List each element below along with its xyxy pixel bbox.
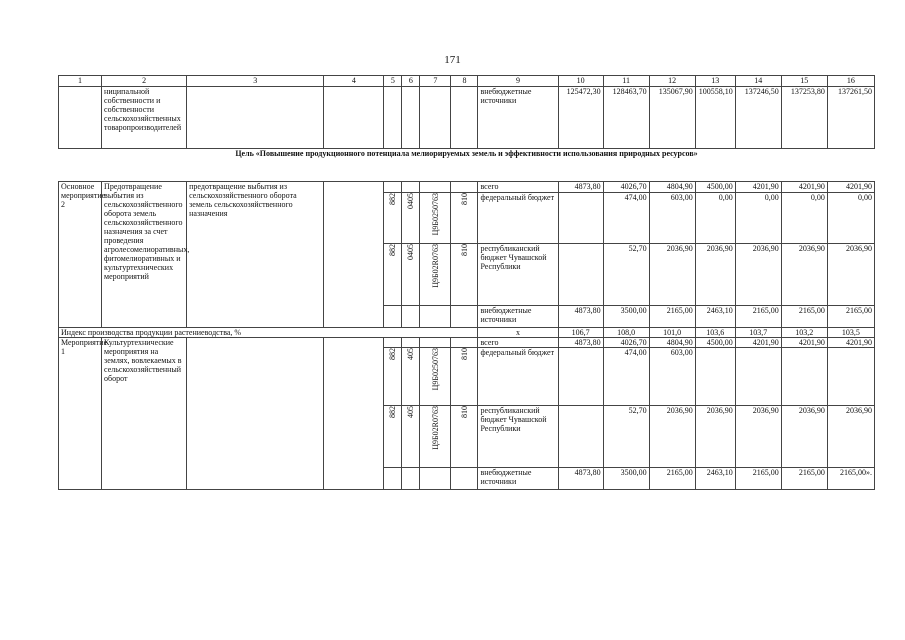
value-cell: 2036,90: [781, 244, 827, 306]
value-cell: 4026,70: [603, 182, 649, 193]
value-cell: 4201,90: [827, 182, 874, 193]
value-cell: 2036,90: [649, 244, 695, 306]
value-cell: 0,00: [827, 193, 874, 244]
value-cell: 2165,00: [649, 468, 695, 490]
indicator-label: Индекс производства продукции растениеводства, %: [59, 328, 478, 338]
value-cell: 103,5: [827, 328, 874, 338]
measure-purpose: предотвращение выбытия из сельскохозяйственного оборота земель сельскохозяйственного назначения: [187, 182, 324, 328]
col-header: 3: [187, 76, 324, 87]
value-cell: 52,70: [603, 244, 649, 306]
value-cell: 108,0: [603, 328, 649, 338]
target-code: Ц9Б02R0763: [430, 244, 440, 288]
value-cell: 2165,00: [649, 306, 695, 328]
col-header: 6: [402, 76, 420, 87]
event-title: Культуртехнические мероприятия на землях, вовлекаемых в сельскохозяйственный оборот: [102, 338, 187, 490]
value-cell: 4201,90: [735, 338, 781, 348]
target-code: Ц9Б0250763: [430, 193, 440, 236]
value-cell: 2036,90: [649, 406, 695, 468]
value-cell: 2165,00: [827, 306, 874, 328]
section-code: 405: [406, 348, 416, 360]
expense-code: 810: [459, 244, 469, 256]
value-cell: 474,00: [603, 348, 649, 406]
funding-source: республиканский бюджет Чувашской Республики: [478, 406, 558, 468]
value-cell: 128463,70: [603, 87, 649, 149]
table-row: [59, 182, 875, 193]
value-cell: 4873,80: [558, 182, 603, 193]
funding-source: республиканский бюджет Чувашской Республики: [478, 244, 558, 306]
value-cell: 101,0: [649, 328, 695, 338]
admin-code: 882: [388, 406, 398, 418]
value-cell: 106,7: [558, 328, 603, 338]
value-cell: 603,00: [649, 348, 695, 406]
value-cell: 2165,00: [781, 468, 827, 490]
target-code: Ц9Б0250763: [430, 348, 440, 391]
value-cell: 52,70: [603, 406, 649, 468]
value-cell: 4026,70: [603, 338, 649, 348]
funding-source: внебюджетные источники: [478, 87, 558, 149]
admin-code: 882: [388, 348, 398, 360]
goal-title: Цель «Повышение продукционного потенциала мелиорируемых земель и эффективности использования природных ресурсов»: [235, 149, 698, 158]
funding-source: всего: [478, 182, 558, 193]
value-cell: 125472,30: [558, 87, 603, 149]
value-cell: 4201,90: [827, 338, 874, 348]
indicator-row: [59, 328, 875, 338]
funding-source: всего: [478, 338, 558, 348]
target-code: Ц9Б02R0763: [430, 406, 440, 450]
value-cell: 2165,00: [735, 468, 781, 490]
value-cell: 100558,10: [695, 87, 735, 149]
value-cell: 4201,90: [781, 338, 827, 348]
funding-source: федеральный бюджет: [478, 193, 558, 244]
value-cell: 0,00: [735, 193, 781, 244]
value-cell: 474,00: [603, 193, 649, 244]
value-cell: 2036,90: [827, 406, 874, 468]
value-cell: 2463,10: [695, 468, 735, 490]
table-row: [59, 338, 875, 348]
value-cell: [735, 348, 781, 406]
value-cell: 4500,00: [695, 182, 735, 193]
continued-text: ниципальной собственности и собственности сельскохозяйственных товаропроизводителей: [102, 87, 187, 149]
admin-code: 882: [388, 193, 398, 205]
value-cell: 0,00: [695, 193, 735, 244]
indicator-unit: x: [478, 328, 558, 338]
expense-code: 810: [459, 406, 469, 418]
event-number: Мероприятие 1: [59, 338, 102, 490]
value-cell: 0,00: [781, 193, 827, 244]
value-cell: 4804,90: [649, 338, 695, 348]
value-cell: 4873,80: [558, 468, 603, 490]
col-header: 14: [735, 76, 781, 87]
value-cell: 103,7: [735, 328, 781, 338]
value-cell: [827, 348, 874, 406]
col-header: 1: [59, 76, 102, 87]
value-cell: 103,6: [695, 328, 735, 338]
col-header: 13: [695, 76, 735, 87]
value-cell: 2463,10: [695, 306, 735, 328]
funding-source: внебюджетные источники: [478, 468, 558, 490]
col-header: 15: [781, 76, 827, 87]
measure-title: Предотвращение выбытия из сельскохозяйственного оборота земель сельскохозяйственного назначения за счет проведения агролесомелиоративных, фитомелиоративных и культуртехнических мероприятий: [102, 182, 187, 328]
value-cell: [781, 348, 827, 406]
expense-code: 810: [459, 348, 469, 360]
header-row: [59, 76, 875, 87]
value-cell: [558, 244, 603, 306]
col-header: 12: [649, 76, 695, 87]
goal-row: [59, 149, 875, 182]
col-header: 2: [102, 76, 187, 87]
value-cell: 4201,90: [781, 182, 827, 193]
value-cell: 3500,00: [603, 306, 649, 328]
col-header: 4: [324, 76, 384, 87]
value-cell: 2165,00: [735, 306, 781, 328]
funding-source: федеральный бюджет: [478, 348, 558, 406]
value-cell: [695, 348, 735, 406]
value-cell: 2036,90: [735, 406, 781, 468]
page-number: 171: [444, 54, 461, 66]
table-row: [59, 87, 875, 149]
value-cell: 137261,50: [827, 87, 874, 149]
value-cell: 4500,00: [695, 338, 735, 348]
value-cell: 137246,50: [735, 87, 781, 149]
value-cell: 103,2: [781, 328, 827, 338]
value-cell: 2165,00: [781, 306, 827, 328]
value-cell: 3500,00: [603, 468, 649, 490]
col-header: 7: [420, 76, 451, 87]
admin-code: 882: [388, 244, 398, 256]
value-cell: 2036,90: [735, 244, 781, 306]
value-cell: [558, 348, 603, 406]
value-cell: 4804,90: [649, 182, 695, 193]
value-cell: 2036,90: [695, 244, 735, 306]
value-cell: 135067,90: [649, 87, 695, 149]
value-cell: 603,00: [649, 193, 695, 244]
expense-code: 810: [459, 193, 469, 205]
value-cell: 2165,00».: [827, 468, 874, 490]
value-cell: 137253,80: [781, 87, 827, 149]
value-cell: 4201,90: [735, 182, 781, 193]
value-cell: [558, 193, 603, 244]
col-header: 10: [558, 76, 603, 87]
value-cell: 2036,90: [695, 406, 735, 468]
value-cell: 4873,80: [558, 338, 603, 348]
value-cell: 4873,80: [558, 306, 603, 328]
funding-source: внебюджетные источники: [478, 306, 558, 328]
col-header: 16: [827, 76, 874, 87]
col-header: 8: [451, 76, 478, 87]
program-table: [58, 75, 875, 490]
col-header: 11: [603, 76, 649, 87]
section-code: 405: [406, 406, 416, 418]
section-code: 0405: [406, 244, 416, 260]
section-code: 0405: [406, 193, 416, 209]
col-header: 5: [384, 76, 402, 87]
value-cell: 2036,90: [781, 406, 827, 468]
col-header: 9: [478, 76, 558, 87]
measure-number: Основное мероприятие 2: [59, 182, 102, 328]
value-cell: [558, 406, 603, 468]
value-cell: 2036,90: [827, 244, 874, 306]
